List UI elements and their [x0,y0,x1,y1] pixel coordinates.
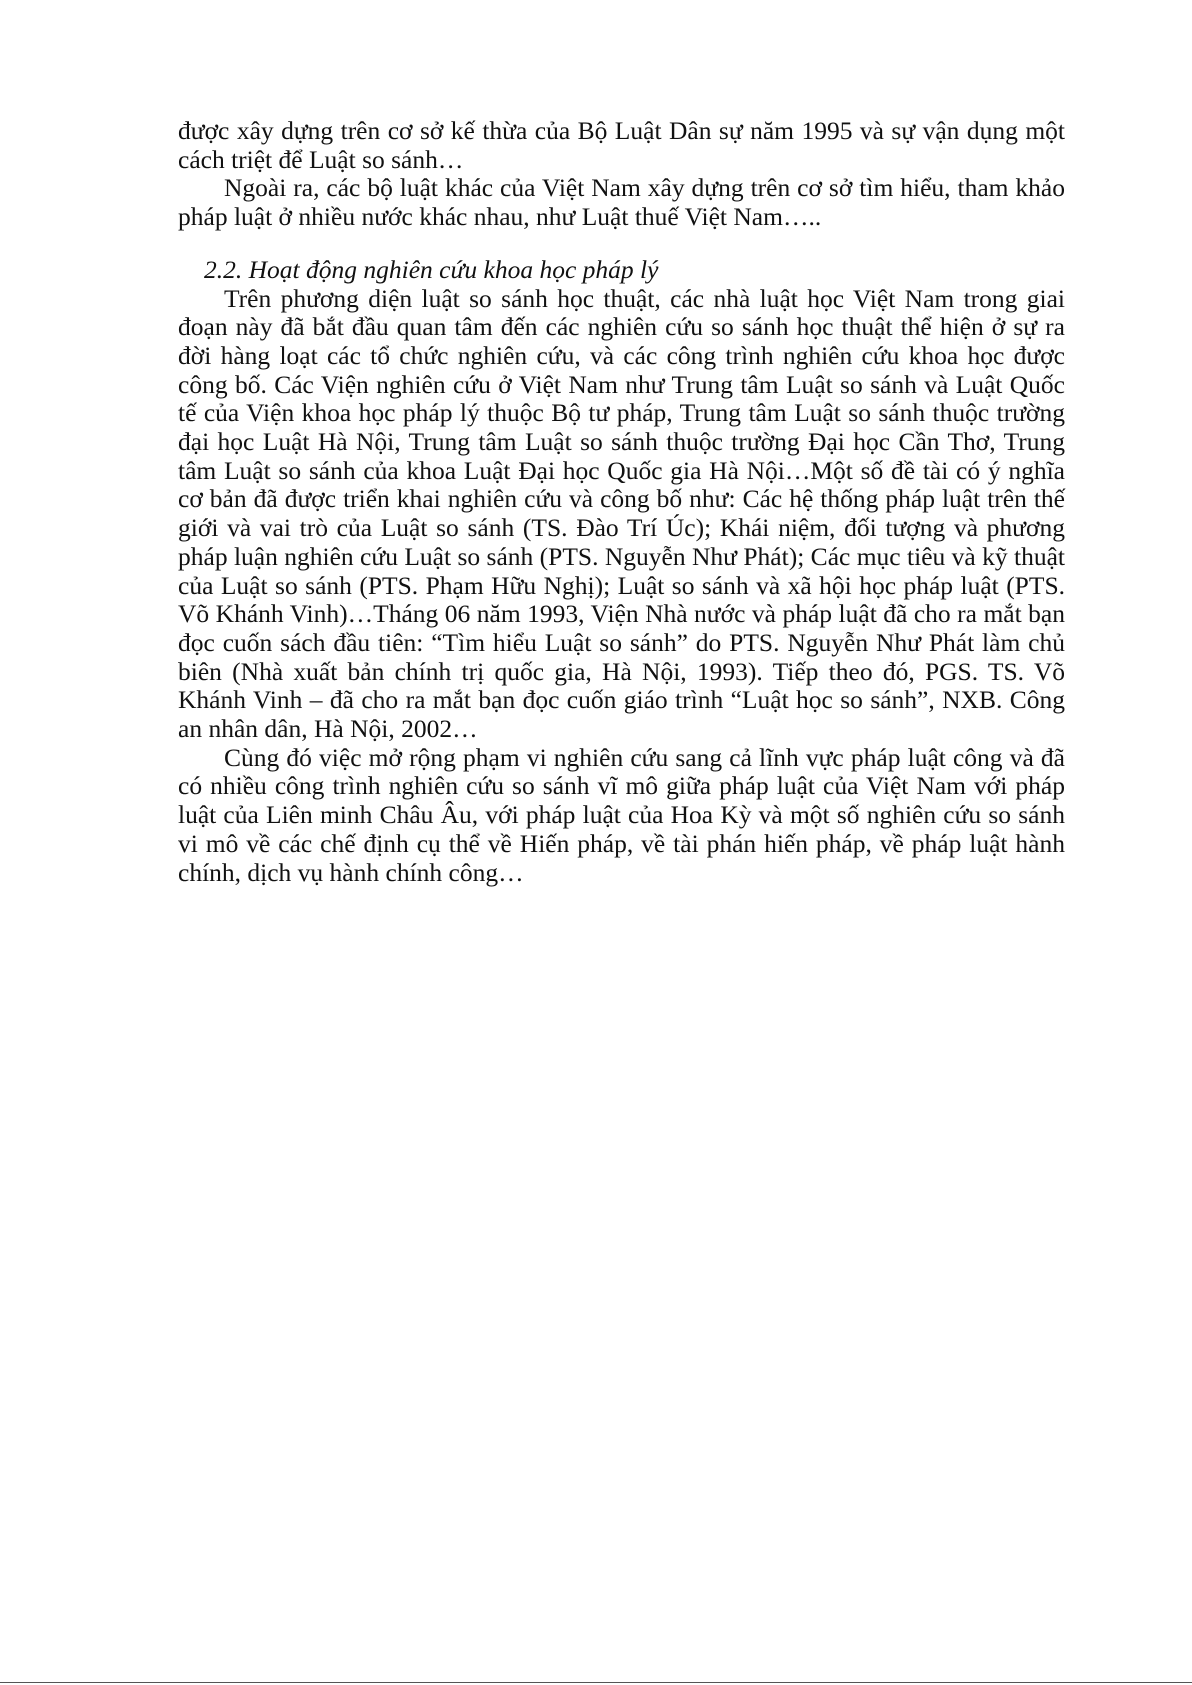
section-heading: 2.2. Hoạt động nghiên cứu khoa học pháp lý [204,254,659,284]
paragraph-continuation: được xây dựng trên cơ sở kế thừa của Bộ Luật Dân sự năm 1995 và sự vận dụng một cách triệt để Luật so sánh… [178,116,1065,174]
document-body [178,117,1065,887]
paragraph-other-codes: Ngoài ra, các bộ luật khác của Việt Nam xây dựng trên cơ sở tìm hiểu, tham khảo pháp luật ở nhiều nước khác nhau, như Luật thuế Việt Nam….. [178,173,1065,232]
paragraph-public-law-research: Cùng đó việc mở rộng phạm vi nghiên cứu sang cả lĩnh vực pháp luật công và đã có nhiều công trình nghiên cứu so sánh vĩ mô giữa pháp luật của Việt Nam với pháp luật của Liên minh Châu Âu, với pháp luật của Hoa Kỳ và một số nghiên cứu so sánh vi mô về các chế định cụ thể về Hiến pháp, về tài phán hiến pháp, về pháp luật hành chính, dịch vụ hành chính công… [178,742,1065,887]
paragraph-academic-research: Trên phương diện luật so sánh học thuật, các nhà luật học Việt Nam trong giai đoạn này đã bắt đầu quan tâm đến các nghiên cứu so sánh học thuật thể hiện ở sự ra đời hàng loạt các tổ chức nghiên cứu, và các công trình nghiên cứu khoa học được công bố. Các Viện nghiên cứu ở Việt Nam như Trung tâm Luật so sánh và Luật Quốc tế của Viện khoa học pháp lý thuộc Bộ tư pháp, Trung tâm Luật so sánh thuộc trường đại học Luật Hà Nội, Trung tâm Luật so sánh thuộc trường Đại học Cần Thơ, Trung tâm Luật so sánh của khoa Luật Đại học Quốc gia Hà Nội…Một số đề tài có ý nghĩa cơ bản đã được triển khai nghiên cứu và công bố như: Các hệ thống pháp luật trên thế giới và vai trò của Luật so sánh (TS. Đào Trí Úc); Khái niệm, đối tượng và phương pháp luận nghiên cứu Luật so sánh (PTS. Nguyễn Như Phát); Các mục tiêu và kỹ thuật của Luật so sánh (PTS. Phạm Hữu Nghị); Luật so sánh và xã hội học pháp luật (PTS. Võ Khánh Vinh)…Tháng 06 năm 1993, Viện Nhà nước và pháp luật đã cho ra mắt bạn đọc cuốn sách đầu tiên: “Tìm hiểu Luật so sánh” do PTS. Nguyễn Như Phát làm chủ biên (Nhà xuất bản chính trị quốc gia, Hà Nội, 1993). Tiếp theo đó, PGS. TS. Võ Khánh Vinh – đã cho ra mắt bạn đọc cuốn giáo trình “Luật học so sánh”, NXB. Công an nhân dân, Hà Nội, 2002… [178,283,1065,744]
page-bottom-rule [0,1682,1192,1683]
